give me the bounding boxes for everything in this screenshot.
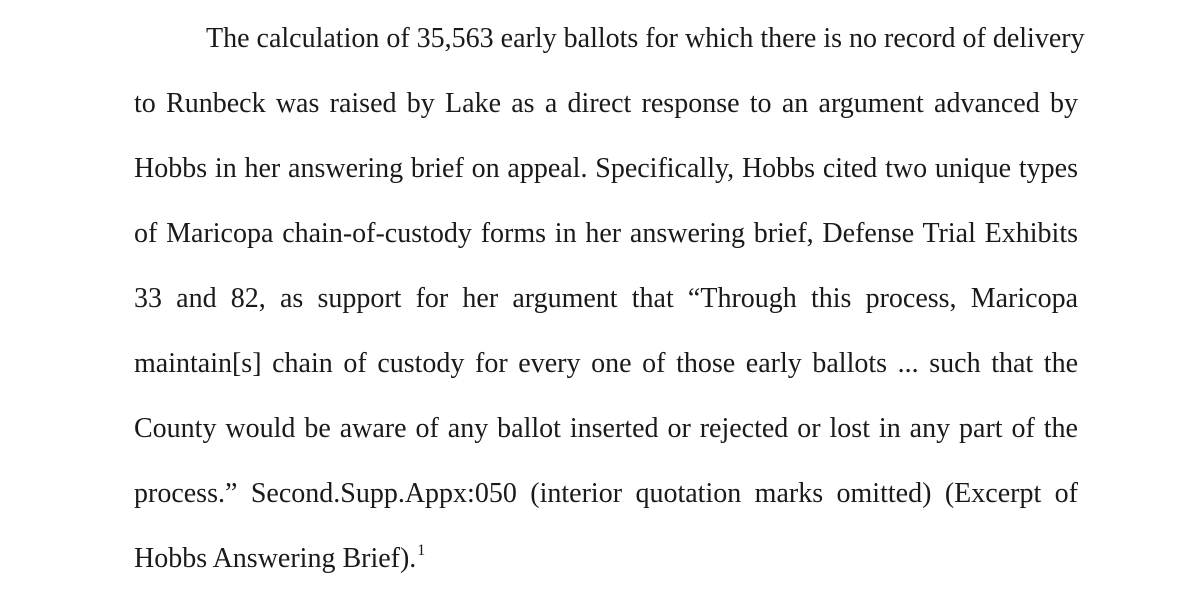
paragraph-line-7: County would be aware of any ballot inserted or rejected or lost in any part of the — [134, 413, 1078, 444]
paragraph-line-9-text: Hobbs Answering Brief). — [134, 543, 417, 574]
paragraph-line-5: 33 and 82, as support for her argument that “Through this process, Maricopa — [134, 283, 1078, 314]
paragraph-line-2: to Runbeck was raised by Lake as a direct response to an argument advanced by — [134, 88, 1078, 119]
paragraph-line-4: of Maricopa chain-of-custody forms in her answering brief, Defense Trial Exhibits — [134, 218, 1078, 249]
footnote-marker[interactable]: 1 — [417, 542, 426, 559]
paragraph-line-6: maintain[s] chain of custody for every one of those early ballots ... such that the — [134, 348, 1078, 379]
paragraph-line-9 — [134, 542, 1078, 580]
paragraph-line-1: The calculation of 35,563 early ballots for which there is no record of delivery — [206, 23, 1085, 54]
paragraph-line-8: process.” Second.Supp.Appx:050 (interior quotation marks omitted) (Excerpt of — [134, 478, 1078, 509]
paragraph-line-3: Hobbs in her answering brief on appeal. Specifically, Hobbs cited two unique types — [134, 153, 1078, 184]
